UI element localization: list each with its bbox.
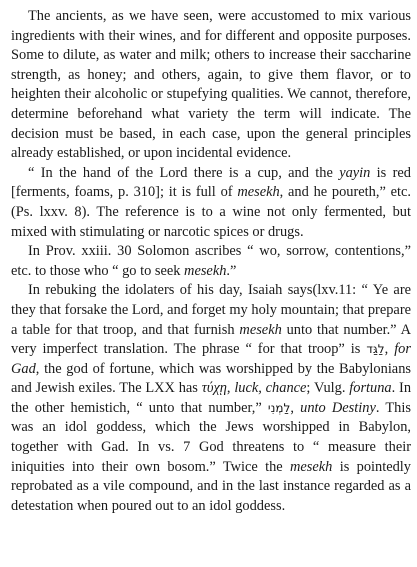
italic-term-mesekh: mesekh: [237, 184, 280, 201]
paragraph-ancients-mixtures: [11, 7, 411, 164]
text-run: In rebuking the idolaters of his day, Isaiah says(lxv.11: “ Ye are they that forsake the Lord, and forget my holy mountain; that prepare a table for that troop, and that furnish: [11, 282, 411, 338]
paragraph-proverbs: [11, 242, 411, 281]
text-run: The ancients, as we have seen, were accustomed to mix various ingredients with their wines, and for different and opposite purposes. Some to dilute, as water and milk; others to increase their saccharine strength, as honey; and others, again, to give them flavor, or to heighten their alcoholic or stupefying qualities. We cannot, therefore, determine beforehand what variety the term will indicate. The decision must be based, in each case, upon the general principles already established, or upon incidental evidence.: [11, 8, 411, 162]
text-run: is pointedly reprobated as a vile compound, and in the last instance regarded as a detestation when poured out to an idol goddess.: [11, 458, 411, 514]
text-run: . This was an idol goddess, which the Jews worshipped in Babylon, together with Gad. In vs. 7 God threatens to “ measure their iniquities into their own bosom.” Twice the: [11, 399, 411, 475]
text-run: .”: [226, 262, 237, 279]
text-run: . In the other hemistich, “ unto that number,”: [11, 380, 412, 416]
paragraph-psalm-75: [11, 164, 411, 242]
italic-term-fortuna: fortuna: [349, 380, 392, 397]
text-run: ,: [290, 399, 301, 416]
text-run: “ In the hand of the Lord there is a cup, and the: [28, 164, 340, 181]
text-run: , and he poureth,” etc. (Ps. lxxv. 8). The reference is to a wine not only fermented, but mixed with stimulating or narcotic spices or drugs.: [11, 184, 411, 240]
text-run: ,: [226, 380, 235, 397]
italic-term-for-gad: for Gad: [11, 341, 411, 377]
text-run: , the god of fortune, which was worshipped by the Babylonians and Jewish exiles. The LXX has: [11, 360, 411, 397]
italic-term-yayin: yayin: [339, 164, 371, 181]
text-run: ,: [384, 341, 395, 358]
italic-term-mesekh: mesekh: [239, 321, 282, 338]
italic-term-mesekh: mesekh: [290, 458, 333, 475]
text-run: unto that number.” A very imperfect translation. The phrase “ for that troop” is: [11, 321, 411, 358]
text-run: is red [ferments, foams, p. 310]; it is full of: [11, 164, 411, 201]
text-run: In Prov. xxiii. 30 Solomon ascribes “ wo, sorrow, contentions,” etc. to those who “ go to seek: [11, 243, 411, 279]
hebrew-word-lagad: לַגַּד: [366, 342, 385, 357]
italic-term-luck-chance: luck, chance: [234, 380, 307, 397]
text-run: ; Vulg.: [306, 380, 350, 397]
italic-term-mesekh: mesekh: [184, 262, 227, 279]
italic-term-unto-destiny: unto Destiny: [300, 399, 376, 416]
greek-word-tyche: τύχῃ: [201, 380, 227, 397]
paragraph-isaiah: [11, 281, 411, 516]
hebrew-word-lamni: לַמְנִי: [267, 400, 291, 415]
